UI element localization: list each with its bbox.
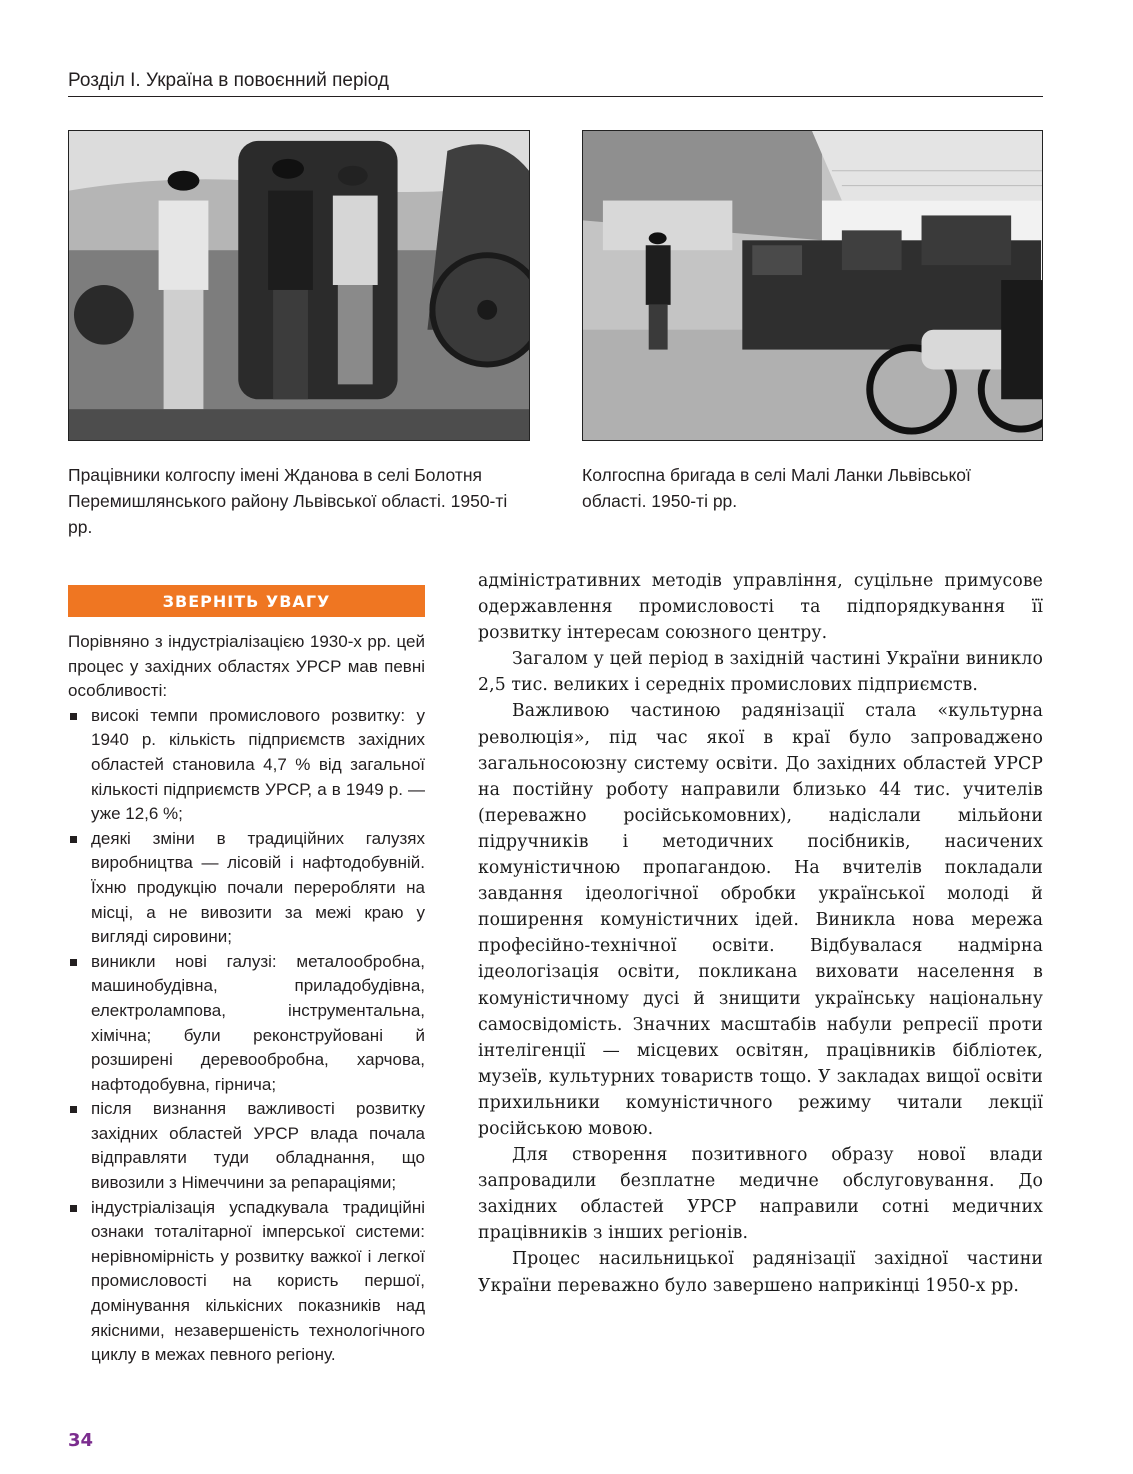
body-paragraph: Процес насильницької радянізації західної частини України переважно було завершено наприкінці 1950-х рр. xyxy=(478,1249,1043,1296)
list-item-text: деякі зміни в традиційних галузях виробництва — лісовій і нафтодобувній. Їхню продукцію почали переробляти на місці, а не вивозити за межі краю у вигляді сировини; xyxy=(91,828,425,947)
attention-banner: ЗВЕРНІТЬ УВАГУ xyxy=(68,585,425,617)
attention-list xyxy=(68,704,425,1368)
body-paragraph: Важливою частиною радянізації стала «культурна революція», під час якої в краї було запроваджено загальносоюзну систему освіти. До західних областей УРСР на постійну роботу направили близько 44 тис. учителів (переважно російськомовних), надіслали мільйони підручників і методичних посібників, насичених комуністичною пропагандою. На вчителів покладали завдання ідеологічної обробки української молоді й поширення комуністичних ідей. Виникла нова мережа професійно-технічної освіти. Відбувалася надмірна ідеологізація освіти, покликана виховати населення в комуністичному дусі й знищити українську національну самосвідомість. Значних масштабів набули репресії проти інтелігенції — місцевих освітян, працівників бібліотек, музеїв, культурних товариств тощо. У закладах вищої освіти прихильники комуністичного режиму читали лекції російською мовою. xyxy=(478,701,1043,1139)
list-item xyxy=(68,950,425,1098)
list-item xyxy=(68,827,425,950)
photo-kolhosp-brigade xyxy=(582,130,1043,441)
attention-intro: Порівняно з індустріалізацією 1930-х рр. цей процес у західних областях УРСР мав певні особливості: xyxy=(68,632,425,701)
body-paragraph: Для створення позитивного образу нової влади запровадили безплатне медичне обслуговування. До західних областей УРСР направили сотні медичних працівників з інших регіонів. xyxy=(478,1145,1043,1244)
body-paragraph: Загалом у цей період в західній частині України виникло 2,5 тис. великих і середніх промислових підприємств. xyxy=(478,649,1043,696)
square-bullet-icon xyxy=(70,959,77,966)
chapter-title: Розділ І. Україна в повоєнний період xyxy=(68,70,390,91)
page-number: 34 xyxy=(68,1430,94,1451)
list-item-text: виникли нові галузі: металообробна, машинобудівна, приладобудівна, електролампова, інструментальна, хімічна; були реконструйовані й розширені деревообробна, харчова, нафтодобувна, гірнича; xyxy=(91,951,425,1094)
list-item xyxy=(68,1097,425,1195)
list-item-text: високі темпи промислового розвитку: у 1940 р. кількість підприємств західних областей становила 4,7 % від загальної кількості підприємств УРСР, а в 1949 р. — уже 12,6 %; xyxy=(91,705,425,824)
list-item-text: індустріалізація успадкувала традиційні ознаки тоталітарної імперської системи: нерівномірність у розвитку важкої і легкої промисловості на користь першої, домінування кількісних показників над якісними, незавершеність технологічного циклу в межах певного регіону. xyxy=(91,1197,425,1365)
header-divider xyxy=(68,96,1043,97)
body-paragraph: адміністративних методів управління, суцільне примусове одержавлення промисловості та підпорядкування її розвитку інтересам союзного центру. xyxy=(478,571,1043,644)
square-bullet-icon xyxy=(70,836,77,843)
list-item xyxy=(68,1196,425,1368)
attention-sidebar xyxy=(68,630,425,1368)
photo-caption-right: Колгоспна бригада в селі Малі Ланки Львівської області. 1950-ті рр. xyxy=(582,465,971,511)
photo-caption-left: Працівники колгоспу імені Жданова в селі Болотня Перемишлянського району Львівської області. 1950-ті рр. xyxy=(68,465,508,537)
list-item xyxy=(68,704,425,827)
list-item-text: після визнання важливості розвитку західних областей УРСР влада почала відправляти туди обладнання, що вивозили з Німеччини за репараціями; xyxy=(91,1099,425,1193)
square-bullet-icon xyxy=(70,713,77,720)
photo-kolhosp-workers xyxy=(68,130,530,441)
main-text-column xyxy=(478,568,1043,1299)
square-bullet-icon xyxy=(70,1106,77,1113)
square-bullet-icon xyxy=(70,1205,77,1212)
